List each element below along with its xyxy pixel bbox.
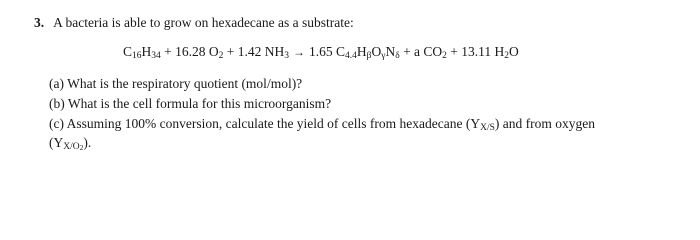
eq-cell-h-subscript: β — [366, 51, 372, 61]
eq-water-o: O — [509, 44, 519, 59]
question-parts — [49, 74, 595, 153]
eq-cell-n-subscript: δ — [395, 51, 400, 61]
part-c2-yxo-label: X/O — [63, 142, 80, 152]
part-c2-o2-subscript: 2 — [79, 143, 84, 152]
eq-water-term: + 13.11 H — [446, 44, 505, 59]
part-c — [49, 114, 595, 134]
part-c-continuation — [49, 133, 595, 153]
part-b: (b) What is the cell formula for this microorganism? — [49, 96, 332, 111]
question-header — [34, 14, 354, 32]
question-number: 3. — [34, 15, 45, 30]
eq-ammonia-term: + 1.42 NH — [223, 44, 285, 59]
eq-hexadecane-h-subscript: 34 — [151, 51, 161, 61]
eq-cell-n: N — [385, 44, 396, 59]
part-c2-close: ). — [83, 135, 92, 150]
part-c2-open: (Y — [49, 135, 64, 150]
eq-ammonia-subscript: 3 — [284, 51, 290, 61]
eq-cell-c: 1.65 C — [309, 44, 346, 59]
part-c-text: (c) Assuming 100% conversion, calculate the yield of cells from hexadecane (Y — [49, 116, 481, 131]
part-c2-yxo-subscript — [63, 142, 83, 152]
eq-oxygen-subscript: 2 — [218, 51, 224, 61]
reaction-arrow-icon: → — [290, 45, 309, 59]
eq-co2-subscript: 2 — [442, 51, 447, 61]
part-a: (a) What is the respiratory quotient (mol/mol)? — [49, 76, 303, 91]
eq-cell-o: O — [371, 44, 382, 59]
eq-water-subscript: 2 — [504, 51, 510, 61]
eq-oxygen-term: + 16.28 O — [160, 44, 219, 59]
reaction-equation — [123, 43, 519, 61]
part-c-mid: ) and from oxygen — [494, 116, 596, 131]
eq-co2-term: + a CO — [399, 44, 443, 59]
part-c-yxs-subscript: X/S — [480, 123, 495, 133]
eq-cell-c-subscript: 4.4 — [345, 51, 357, 61]
eq-hexadecane-h: H — [141, 44, 152, 59]
eq-cell-o-subscript: γ — [381, 51, 386, 61]
eq-hexadecane-c: C — [123, 44, 133, 59]
eq-cell-h: H — [356, 44, 367, 59]
eq-hexadecane-c-subscript: 16 — [132, 51, 142, 61]
question-intro: A bacteria is able to grow on hexadecane as a substrate: — [53, 15, 354, 30]
